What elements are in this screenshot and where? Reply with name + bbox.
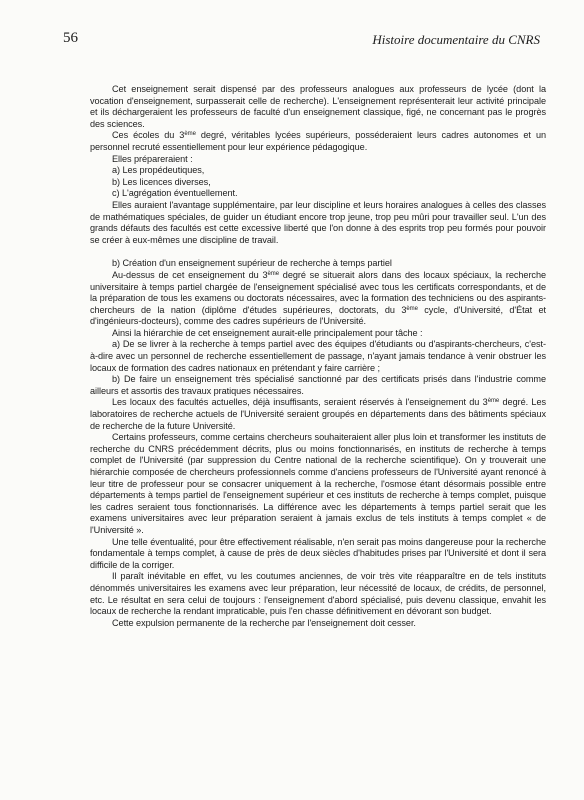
running-title: Histoire documentaire du CNRS (372, 32, 540, 47)
paragraph: Elles prépareraient : (112, 153, 193, 164)
paragraph: a) De se livrer à la recherche à temps partiel avec des équipes d'étudiants ou d'aspirants-chercheurs, c'est-à-dire avec un personnel de recherche essentiellement de passage, n'ayant jamais tendance à venir obstruer les locaux de formation des cadres nationaux en prétendant y faire carrière ; (90, 339, 546, 373)
document-body (90, 84, 546, 629)
page-header (63, 30, 540, 52)
section-spacer (90, 246, 546, 258)
section-heading: b) Création d'un enseignement supérieur de recherche à temps partiel (112, 258, 392, 269)
paragraph: Une telle éventualité, pour être effectivement réalisable, n'en serait pas moins dangereuse pour la recherche fondamentale à temps complet, à cause de près de deux siècles d'habitudes prises par l'Université et dont il sera difficile de la corriger. (90, 536, 546, 570)
paragraph: Ces écoles du 3ème degré, véritables lycées supérieurs, posséderaient leurs cadres autonomes et un personnel recruté essentiellement pour leur expérience pédagogique. (90, 130, 546, 152)
paragraph: Ainsi la hiérarchie de cet enseignement aurait-elle principalement pour tâche : (112, 327, 423, 338)
paragraph: Les locaux des facultés actuelles, déjà insuffisants, seraient réservés à l'enseignement du 3ème degré. Les laboratoires de recherche actuels de l'Université seraient groupés en départements dans des bâtiments spéciaux de recherche de la future Université. (90, 397, 546, 431)
list-item: a) Les propédeutiques, (112, 165, 205, 176)
list-item: c) L'agrégation éventuellement. (112, 188, 238, 199)
paragraph: Cette expulsion permanente de la recherche par l'enseignement doit cesser. (112, 617, 416, 628)
paragraph: Au-dessus de cet enseignement du 3ème degré se situerait alors dans des locaux spéciaux, la recherche universitaire à temps partiel chargée de l'enseignement spécialisé avec tous les certificats correspondants, et de la préparation de tous les examens ou doctorats nécessaires, avec la formation des techniciens ou des aspirants-chercheurs de la nation (diplôme d'études supérieures, doctorats, du 3ème cycle, d'Université, d'État et d'ingénieurs-docteurs), comme des cadres supérieurs de l'Université. (90, 269, 546, 327)
paragraph: Certains professeurs, comme certains chercheurs souhaiteraient aller plus loin et transformer les instituts de recherche du CNRS précédemment décrits, plus ou moins fonctionnarisés, en instituts de recherche à temps complet de l'Université (par suppression du Centre national de la recherche scientifique). On y trouverait une hiérarchie composée de chercheurs professionnels comme d'anciens professeurs de l'Université ayant renoncé à leur titre de professeur pour se consacrer uniquement à la recherche, l'osmose étant désormais possible entre départements à temps partiel de l'enseignement supérieur et ces instituts de recherche à temps complet, puisque les cadres seraient tous fonctionnarisés. La différence avec les départements à temps partiel serait que les examens universitaires avec leur préparation seraient à jamais exclus de tels instituts à temps complet « de l'Université ». (90, 432, 546, 535)
page-number: 56 (63, 30, 78, 46)
paragraph: Elles auraient l'avantage supplémentaire, par leur discipline et leurs horaires analogues à celles des classes de mathématiques spéciales, de guider un étudiant encore trop jeune, trop peu mûri pour travailler seul. L'un des grands défauts des facultés est cette excessive liberté que l'on donne à des esprits trop peu formés pour pouvoir se créer à eux-mêmes une discipline de travail. (90, 199, 546, 245)
paragraph: b) De faire un enseignement très spécialisé sanctionné par des certificats prisés dans l'industrie comme ailleurs et assortis des travaux pratiques nécessaires. (90, 374, 546, 396)
list-item: b) Les licences diverses, (112, 176, 211, 187)
paragraph: Il paraît inévitable en effet, vu les coutumes anciennes, de voir très vite réapparaître en de tels instituts dénommés universitaires les examens avec leur préparation, leur nécessité de locaux, de crédits, de personnel, etc. Le résultat en sera celui de toujours : l'enseignement d'abord spécialisé, puis devenu classique, envahit les locaux de recherche la rendant impraticable, puis l'en chasse définitivement en dévorant son budget. (90, 571, 546, 617)
paragraph: Cet enseignement serait dispensé par des professeurs analogues aux professeurs de lycée (dont la vocation d'enseignement, surpasserait celle de recherche). L'enseignement représenterait leur activité principale et ils déchargeraient les professeurs de faculté d'un enseignement classique, figé, ne concernant pas le progrès des sciences. (90, 84, 546, 129)
